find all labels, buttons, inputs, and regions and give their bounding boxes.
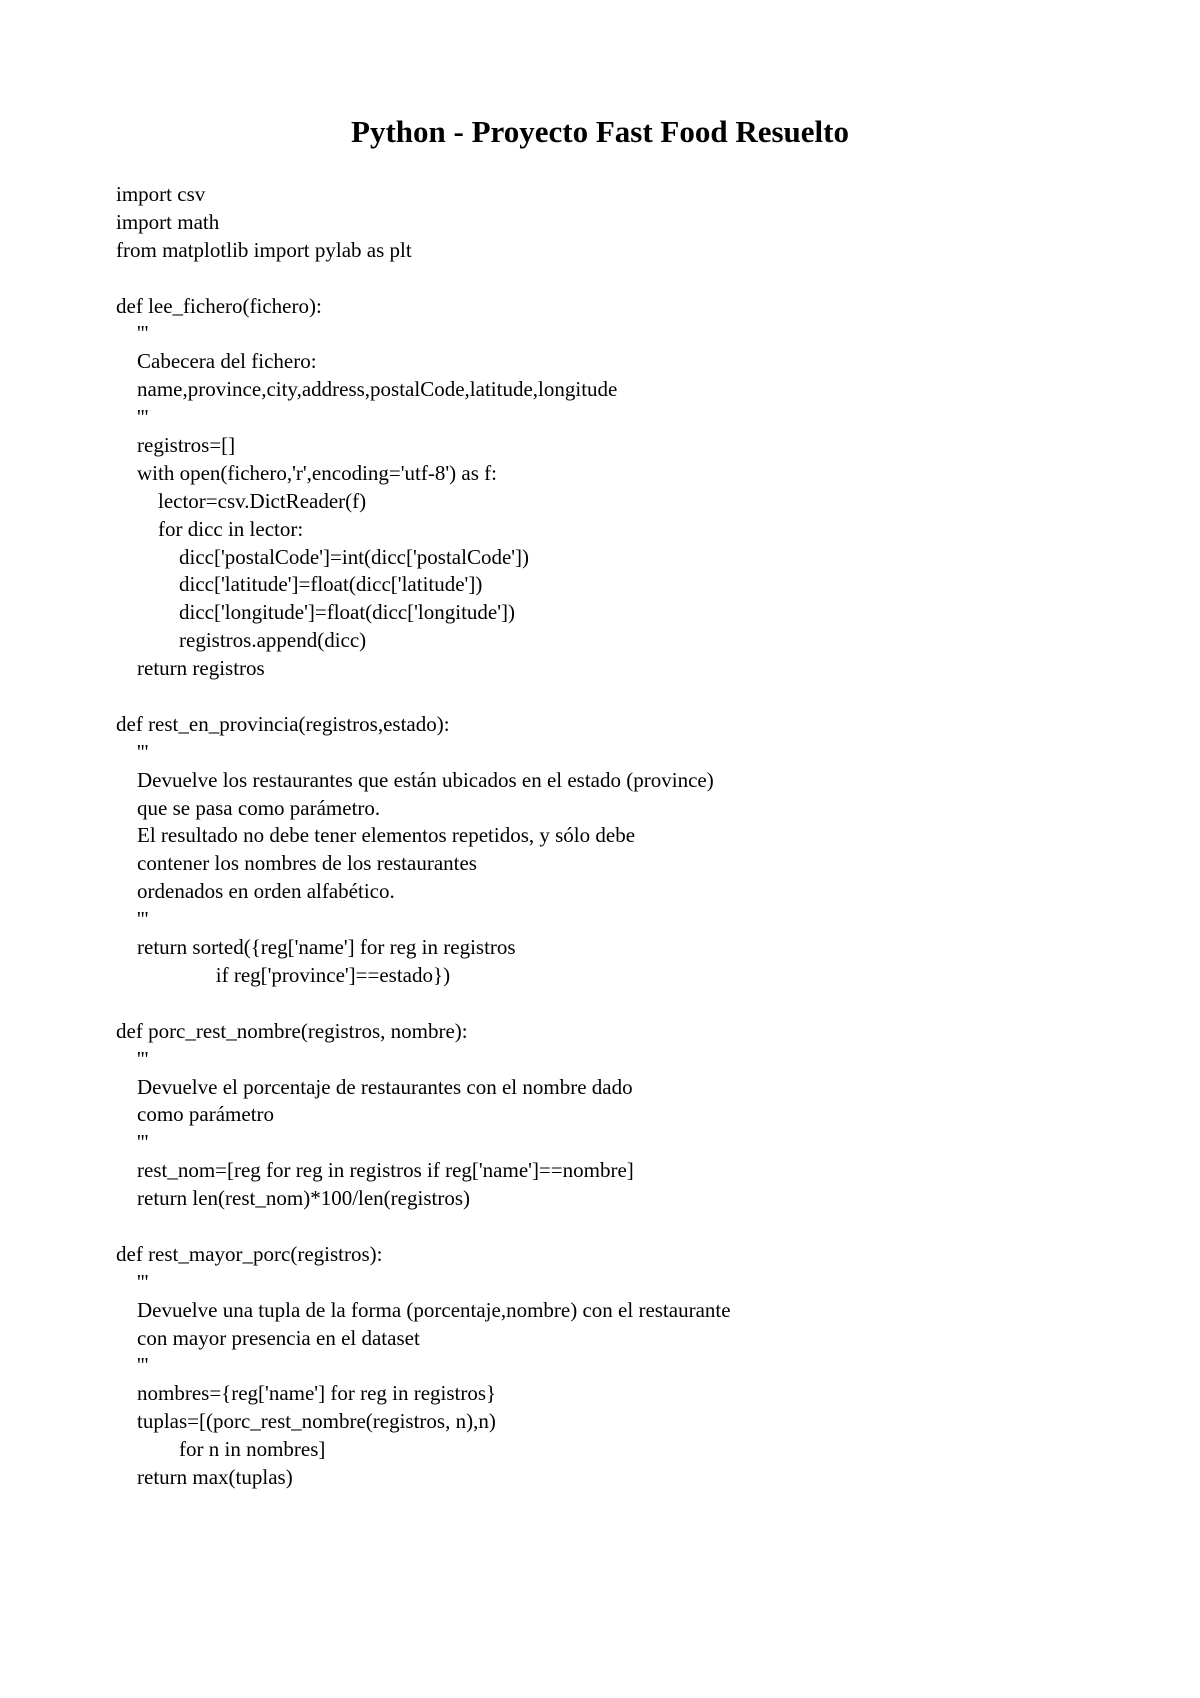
code-line: tuplas=[(porc_rest_nombre(registros, n),n) <box>116 1409 496 1434</box>
code-line: como parámetro <box>116 1102 275 1127</box>
code-line: registros=[] <box>116 433 236 458</box>
code-line: import math <box>116 209 220 234</box>
code-line: def porc_rest_nombre(registros, nombre): <box>116 1018 468 1043</box>
code-line: return registros <box>116 656 265 681</box>
code-line <box>116 683 1116 711</box>
code-line: ''' <box>116 1353 149 1378</box>
code-line: name,province,city,address,postalCode,latitude,longitude <box>116 377 618 402</box>
code-line: nombres={reg['name'] for reg in registros} <box>116 1381 497 1406</box>
code-line: rest_nom=[reg for reg in registros if reg['name']==nombre] <box>116 1158 634 1183</box>
code-line: def rest_mayor_porc(registros): <box>116 1241 383 1266</box>
code-line <box>116 1213 1116 1241</box>
code-line: if reg['province']==estado}) <box>116 962 451 987</box>
code-line: return sorted({reg['name'] for reg in registros <box>116 935 516 960</box>
code-line: registros.append(dicc) <box>116 628 367 653</box>
code-line: dicc['postalCode']=int(dicc['postalCode']) <box>116 544 530 569</box>
code-line: dicc['latitude']=float(dicc['latitude']) <box>116 572 483 597</box>
code-line: return len(rest_nom)*100/len(registros) <box>116 1186 470 1211</box>
code-line: ''' <box>116 907 149 932</box>
code-line: def rest_en_provincia(registros,estado): <box>116 711 450 736</box>
code-line: ''' <box>116 405 149 430</box>
code-line: Devuelve los restaurantes que están ubicados en el estado (province) <box>116 767 714 792</box>
code-line: return max(tuplas) <box>116 1464 293 1489</box>
code-line: import csv <box>116 182 206 206</box>
code-line: for dicc in lector: <box>116 516 304 541</box>
code-line: El resultado no debe tener elementos repetidos, y sólo debe <box>116 823 636 848</box>
code-line <box>116 265 1116 293</box>
code-line: ''' <box>116 739 149 764</box>
code-line: ''' <box>116 1269 149 1294</box>
code-line <box>116 990 1116 1018</box>
code-line: contener los nombres de los restaurantes <box>116 851 477 876</box>
code-line: from matplotlib import pylab as plt <box>116 237 412 262</box>
document-title: Python - Proyecto Fast Food Resuelto <box>351 114 849 149</box>
code-line: Devuelve una tupla de la forma (porcentaje,nombre) con el restaurante <box>116 1297 731 1322</box>
code-line: que se pasa como parámetro. <box>116 795 381 820</box>
code-line: dicc['longitude']=float(dicc['longitude']) <box>116 600 516 625</box>
code-line: Cabecera del fichero: <box>116 349 317 374</box>
code-line: ordenados en orden alfabético. <box>116 879 395 904</box>
code-line: lector=csv.DictReader(f) <box>116 488 367 513</box>
code-line: with open(fichero,'r',encoding='utf-8') as f: <box>116 460 497 485</box>
code-line: ''' <box>116 1130 149 1155</box>
code-block <box>116 181 1116 1492</box>
code-line: for n in nombres] <box>116 1437 326 1462</box>
code-line: Devuelve el porcentaje de restaurantes con el nombre dado <box>116 1074 633 1099</box>
code-line: ''' <box>116 321 149 346</box>
code-line: ''' <box>116 1046 149 1071</box>
code-line: con mayor presencia en el dataset <box>116 1325 420 1350</box>
code-line: def lee_fichero(fichero): <box>116 293 322 318</box>
